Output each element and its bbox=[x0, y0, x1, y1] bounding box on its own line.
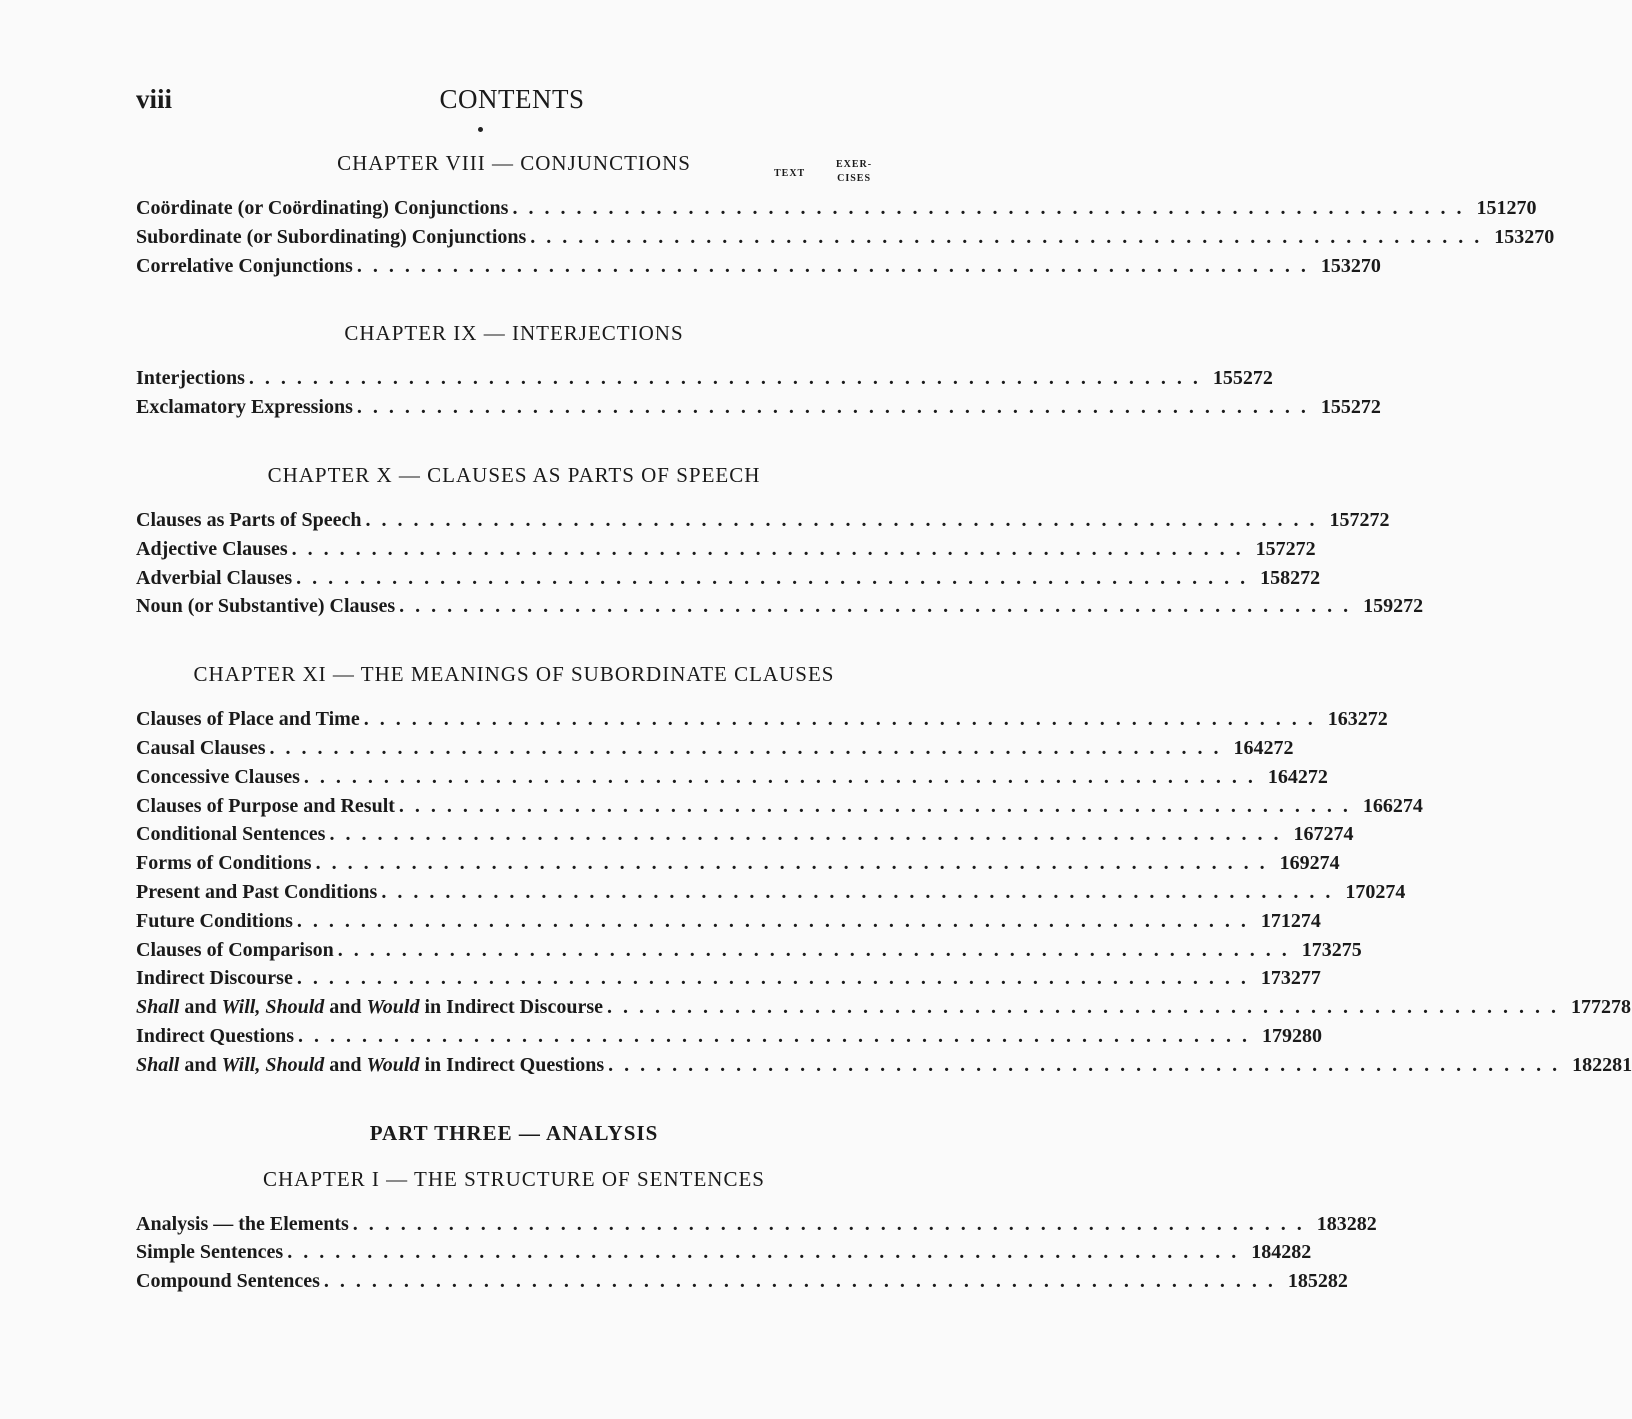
exercises-page-number: 270 bbox=[1350, 254, 1381, 277]
exercises-page-number: 272 bbox=[1285, 537, 1316, 560]
page-number: viii bbox=[136, 84, 173, 114]
column-header-text: TEXT bbox=[774, 168, 806, 179]
column-header-exercises-line1: EXER- bbox=[836, 159, 873, 170]
toc-entry bbox=[136, 1210, 1377, 1239]
entry-title bbox=[136, 1238, 283, 1267]
chapter-heading: CHAPTER VIII — CONJUNCTIONS bbox=[337, 151, 691, 175]
toc-entry bbox=[136, 1022, 1322, 1051]
entry-title bbox=[136, 705, 360, 734]
entry-title-text: Compound Sentences bbox=[136, 1270, 320, 1293]
exercises-page-number: 272 bbox=[1359, 508, 1390, 531]
exercises-page-number: 272 bbox=[1357, 708, 1388, 731]
leader-dots: ............................................................ bbox=[315, 852, 1276, 875]
toc-entry bbox=[136, 878, 1406, 907]
toc-entry bbox=[136, 364, 1273, 393]
toc-entry bbox=[136, 592, 1424, 621]
entry-title-text: and bbox=[179, 996, 222, 1019]
toc-entry bbox=[136, 734, 1294, 763]
toc-section bbox=[136, 148, 1555, 280]
entry-title bbox=[136, 592, 395, 621]
text-page-number: 173 bbox=[1260, 967, 1291, 990]
toc-section bbox=[136, 1118, 1377, 1296]
exercises-page-number: 274 bbox=[1323, 823, 1354, 846]
entry-title-text: in Indirect Questions bbox=[419, 1053, 605, 1076]
entry-title-text: Analysis — the Elements bbox=[136, 1212, 349, 1235]
entry-title-text: in Indirect Discourse bbox=[419, 996, 603, 1019]
entry-title-italic: Would bbox=[366, 1053, 420, 1076]
text-page-number: 185 bbox=[1287, 1270, 1318, 1293]
chapter-heading: CHAPTER I — THE STRUCTURE OF SENTENCES bbox=[263, 1166, 765, 1191]
toc-entry bbox=[136, 964, 1321, 993]
toc-entry bbox=[136, 705, 1388, 734]
leader-dots: ............................................................ bbox=[356, 396, 1317, 419]
entry-title bbox=[136, 1051, 604, 1080]
exercises-page-number: 274 bbox=[1392, 794, 1423, 817]
entry-title bbox=[136, 878, 377, 907]
entry-title bbox=[136, 1022, 294, 1051]
title-ornament bbox=[478, 127, 483, 132]
toc-entry bbox=[136, 535, 1316, 564]
leader-dots: ............................................................ bbox=[323, 1270, 1284, 1293]
toc-entry bbox=[136, 564, 1321, 593]
entry-title-text: Conditional Sentences bbox=[136, 823, 326, 846]
toc-section bbox=[136, 659, 1632, 1079]
toc-entry bbox=[136, 393, 1381, 422]
chapter-heading: CHAPTER IX — INTERJECTIONS bbox=[344, 321, 684, 346]
entry-title-italic: Will, Should bbox=[221, 1053, 325, 1076]
entry-title bbox=[136, 792, 395, 821]
exercises-page-number: 278 bbox=[1601, 996, 1631, 1019]
entry-title-text: Future Conditions bbox=[136, 909, 293, 932]
entry-title bbox=[136, 964, 293, 993]
toc-entry bbox=[136, 849, 1340, 878]
entry-title-text: Clauses of Purpose and Result bbox=[136, 794, 395, 817]
text-page-number: 157 bbox=[1255, 537, 1286, 560]
toc-entry bbox=[136, 223, 1555, 252]
entry-title bbox=[136, 1210, 349, 1239]
text-page-number: 179 bbox=[1261, 1024, 1292, 1047]
toc-section bbox=[136, 318, 1381, 422]
text-page-number: 163 bbox=[1327, 708, 1358, 731]
leader-dots: ............................................................ bbox=[291, 537, 1252, 560]
exercises-page-number: 282 bbox=[1281, 1241, 1312, 1264]
entry-title-text: Forms of Conditions bbox=[136, 852, 312, 875]
leader-dots: ............................................................ bbox=[530, 225, 1491, 248]
entry-title-italic: Shall bbox=[136, 996, 180, 1019]
entry-title bbox=[136, 194, 508, 223]
leader-dots: ............................................................ bbox=[356, 254, 1317, 277]
exercises-page-number: 272 bbox=[1350, 396, 1381, 419]
text-page-number: 164 bbox=[1267, 765, 1298, 788]
entry-title-text: Clauses as Parts of Speech bbox=[136, 508, 362, 531]
text-page-number: 184 bbox=[1251, 1241, 1282, 1264]
leader-dots: ............................................................ bbox=[287, 1241, 1248, 1264]
entry-title-text: Adjective Clauses bbox=[136, 537, 288, 560]
text-page-number: 183 bbox=[1316, 1212, 1347, 1235]
entry-title-text: Correlative Conjunctions bbox=[136, 254, 353, 277]
entry-title-text: Coördinate (or Coördinating) Conjunctions bbox=[136, 197, 509, 219]
toc-entry bbox=[136, 763, 1328, 792]
exercises-page-number: 277 bbox=[1290, 967, 1321, 990]
text-page-number: 153 bbox=[1494, 225, 1525, 248]
entry-title-text: Concessive Clauses bbox=[136, 765, 300, 788]
entry-title-text: Simple Sentences bbox=[136, 1241, 284, 1264]
toc-section bbox=[136, 460, 1424, 621]
leader-dots: ............................................................ bbox=[608, 1053, 1569, 1076]
leader-dots: ............................................................ bbox=[329, 823, 1290, 846]
exercises-page-number: 272 bbox=[1242, 367, 1273, 390]
entry-title-text: Subordinate (or Subordinating) Conjunctions bbox=[136, 225, 527, 248]
leader-dots: ............................................................ bbox=[269, 736, 1230, 759]
exercises-page-number: 274 bbox=[1290, 909, 1321, 932]
entry-title bbox=[136, 993, 603, 1022]
leader-dots: ............................................................ bbox=[296, 909, 1257, 932]
entry-title-text: Present and Past Conditions bbox=[136, 880, 378, 903]
entry-title-italic: Shall bbox=[136, 1053, 180, 1076]
text-page-number: 177 bbox=[1571, 996, 1601, 1019]
entry-title-text: Causal Clauses bbox=[136, 736, 266, 759]
text-page-number: 169 bbox=[1279, 852, 1310, 875]
exercises-page-number: 280 bbox=[1291, 1024, 1322, 1047]
entry-title bbox=[136, 849, 312, 878]
entry-title-text: Indirect Questions bbox=[136, 1024, 294, 1047]
toc-entry bbox=[136, 1267, 1348, 1296]
entry-title bbox=[136, 252, 353, 281]
entry-title-text: Noun (or Substantive) Clauses bbox=[136, 595, 396, 618]
text-page-number: 158 bbox=[1260, 566, 1291, 589]
text-page-number: 151 bbox=[1476, 197, 1507, 219]
leader-dots: ............................................................ bbox=[512, 197, 1473, 219]
entry-title-text: and bbox=[179, 1053, 222, 1076]
leader-dots: ............................................................ bbox=[352, 1212, 1313, 1235]
leader-dots: ............................................................ bbox=[248, 367, 1209, 390]
toc-entry bbox=[136, 1051, 1632, 1080]
page-title: CONTENTS bbox=[439, 84, 585, 114]
exercises-page-number: 270 bbox=[1506, 197, 1537, 219]
leader-dots: ............................................................ bbox=[365, 508, 1326, 531]
entry-title bbox=[136, 820, 325, 849]
exercises-page-number: 274 bbox=[1309, 852, 1340, 875]
toc-entry bbox=[136, 194, 1537, 223]
toc-entry bbox=[136, 820, 1354, 849]
leader-dots: ............................................................ bbox=[303, 765, 1264, 788]
entry-title bbox=[136, 364, 245, 393]
entry-title bbox=[136, 763, 300, 792]
entry-title-text: Adverbial Clauses bbox=[136, 566, 293, 589]
column-header-exercises-line2: CISES bbox=[837, 173, 872, 184]
entry-title bbox=[136, 1267, 320, 1296]
text-page-number: 159 bbox=[1363, 595, 1394, 618]
leader-dots: ............................................................ bbox=[381, 880, 1342, 903]
toc-entry bbox=[136, 993, 1631, 1022]
toc-entry bbox=[136, 792, 1423, 821]
entry-title-text: Clauses of Comparison bbox=[136, 938, 334, 961]
text-page-number: 155 bbox=[1212, 367, 1243, 390]
toc-entry bbox=[136, 252, 1381, 281]
leader-dots: ............................................................ bbox=[398, 794, 1359, 817]
entry-title-text: Exclamatory Expressions bbox=[136, 396, 353, 419]
part-heading: PART THREE — ANALYSIS bbox=[369, 1120, 659, 1145]
exercises-page-number: 272 bbox=[1263, 736, 1294, 759]
entry-title bbox=[136, 393, 353, 422]
text-page-number: 164 bbox=[1233, 736, 1264, 759]
entry-title-italic: Would bbox=[366, 996, 420, 1019]
text-page-number: 182 bbox=[1572, 1053, 1603, 1076]
entry-title bbox=[136, 734, 265, 763]
exercises-page-number: 274 bbox=[1375, 880, 1406, 903]
table-of-contents bbox=[136, 148, 1632, 1334]
toc-entry bbox=[136, 506, 1390, 535]
text-page-number: 166 bbox=[1362, 794, 1393, 817]
entry-title-italic: Will, Should bbox=[221, 996, 325, 1019]
exercises-page-number: 272 bbox=[1297, 765, 1328, 788]
exercises-page-number: 270 bbox=[1524, 225, 1555, 248]
text-page-number: 173 bbox=[1301, 938, 1332, 961]
entry-title bbox=[136, 564, 292, 593]
entry-title-text: Clauses of Place and Time bbox=[136, 708, 360, 731]
entry-title bbox=[136, 936, 334, 965]
entry-title-text: and bbox=[324, 1053, 367, 1076]
exercises-page-number: 275 bbox=[1331, 938, 1362, 961]
exercises-page-number: 281 bbox=[1602, 1053, 1632, 1076]
exercises-page-number: 272 bbox=[1290, 566, 1321, 589]
text-page-number: 167 bbox=[1293, 823, 1324, 846]
toc-entry bbox=[136, 1238, 1312, 1267]
leader-dots: ............................................................ bbox=[607, 996, 1567, 1019]
entry-title bbox=[136, 506, 362, 535]
exercises-page-number: 282 bbox=[1346, 1212, 1377, 1235]
chapter-heading: CHAPTER XI — THE MEANINGS OF SUBORDINATE CLAUSES bbox=[193, 662, 835, 687]
entry-title bbox=[136, 535, 288, 564]
exercises-page-number: 282 bbox=[1317, 1270, 1348, 1293]
entry-title-text: Interjections bbox=[136, 367, 245, 390]
exercises-page-number: 272 bbox=[1393, 595, 1424, 618]
leader-dots: ............................................................ bbox=[296, 566, 1257, 589]
entry-title bbox=[136, 907, 293, 936]
text-page-number: 170 bbox=[1345, 880, 1376, 903]
entry-title bbox=[136, 223, 526, 252]
chapter-heading: CHAPTER X — CLAUSES AS PARTS OF SPEECH bbox=[267, 462, 761, 487]
text-page-number: 157 bbox=[1329, 508, 1360, 531]
leader-dots: ............................................................ bbox=[363, 708, 1324, 731]
leader-dots: ............................................................ bbox=[337, 938, 1298, 961]
leader-dots: ............................................................ bbox=[296, 967, 1257, 990]
entry-title-text: and bbox=[324, 996, 367, 1019]
text-page-number: 153 bbox=[1320, 254, 1351, 277]
leader-dots: ............................................................ bbox=[399, 595, 1360, 618]
text-page-number: 171 bbox=[1260, 909, 1291, 932]
text-page-number: 155 bbox=[1320, 396, 1351, 419]
toc-entry bbox=[136, 907, 1321, 936]
leader-dots: ............................................................ bbox=[297, 1024, 1258, 1047]
entry-title-text: Indirect Discourse bbox=[136, 967, 293, 990]
toc-entry bbox=[136, 936, 1362, 965]
